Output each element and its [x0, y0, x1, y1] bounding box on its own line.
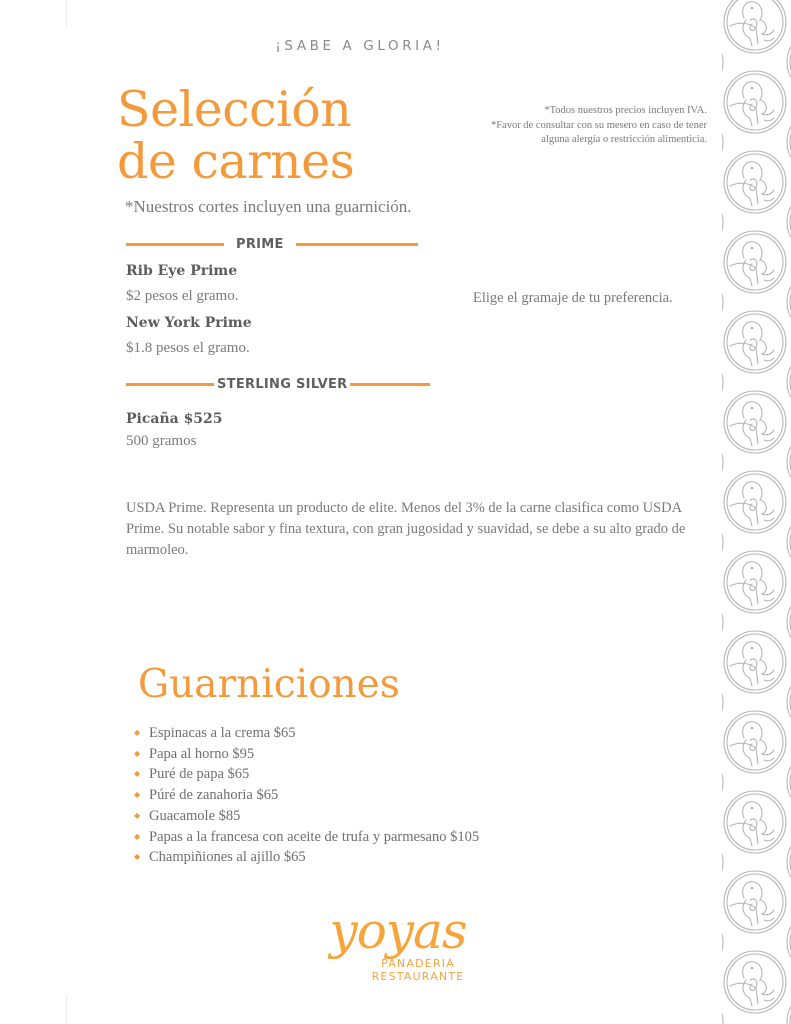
side-item-label: Puré de papa $65 [149, 766, 250, 783]
bird-motif-column [724, 0, 786, 1024]
side-circles-right [787, 31, 791, 1024]
diamond-bullet-icon: ◆ [134, 728, 141, 737]
price-notes [491, 104, 707, 148]
list-item [134, 827, 479, 848]
menu-item-name: Picaña $525 [126, 411, 223, 427]
usda-description: USDA Prime. Representa un producto de elite. Menos del 3% de la carne clasifica como USDA Prime. Su notable sabor y fina textura, con gran jugosidad y suavidad, se debe a su alto grado de marmoleo. [126, 500, 686, 558]
bird-pattern-decoration [722, 0, 791, 1024]
sides-title: Guarniciones [138, 662, 400, 707]
title-line-2: de carnes [117, 133, 355, 190]
note-iva: *Todos nuestros precios incluyen IVA. [544, 105, 707, 116]
list-item [134, 806, 479, 827]
menu-item-price: $2 pesos el gramo. [126, 288, 239, 304]
divider-line [296, 243, 418, 246]
menu-item-price: $1.8 pesos el gramo. [126, 340, 250, 356]
diamond-bullet-icon: ◆ [134, 769, 141, 779]
garnish-note: *Nuestros cortes incluyen una guarnición. [125, 197, 412, 216]
diamond-bullet-icon: ◆ [134, 748, 141, 758]
title-line-1: Selección [117, 81, 352, 138]
side-circles-left [722, 31, 723, 1024]
menu-item-name: Rib Eye Prime [126, 263, 238, 279]
side-item-label: Espinacas a la crema $65 [149, 725, 296, 741]
menu-item-weight: 500 gramos [126, 433, 197, 449]
side-item-label: Púré de zanahoria $65 [149, 787, 279, 804]
edge-guide-top [66, 0, 67, 28]
side-item-label: Papas a la francesa con aceite de trufa y parmesano $105 [149, 828, 480, 845]
diamond-bullet-icon: ◆ [134, 790, 141, 800]
list-item [134, 847, 479, 868]
list-item [134, 785, 479, 806]
gramaje-note: Elige el gramaje de tu preferencia. [473, 290, 673, 306]
side-item-label: Guacamole $85 [149, 807, 241, 824]
section-label-sterling-silver: STERLING SILVER [217, 377, 348, 392]
tagline: ¡SABE A GLORIA! [275, 38, 445, 54]
edge-guide-bottom [66, 995, 67, 1024]
section-divider-prime [126, 237, 418, 252]
logo-subline-2: RESTAURANTE [371, 970, 465, 983]
diamond-bullet-icon: ◆ [134, 852, 141, 862]
section-label-prime: PRIME [236, 237, 284, 252]
sides-list [134, 723, 479, 868]
divider-line [126, 383, 214, 386]
brand-logo [318, 902, 478, 983]
diamond-bullet-icon: ◆ [134, 810, 141, 820]
logo-wordmark: yoyas [329, 902, 467, 960]
note-allergy-1: *Favor de consultar con su mesero en caso de tener [490, 119, 707, 131]
list-item [134, 723, 479, 744]
side-item-label: Papa al horno $95 [149, 745, 255, 762]
section-divider-sterling-silver [126, 377, 430, 392]
divider-line [126, 243, 224, 246]
list-item [134, 744, 479, 765]
list-item [134, 764, 479, 785]
diamond-bullet-icon: ◆ [134, 831, 141, 841]
page-title [117, 81, 355, 190]
logo-subline-1: PANADERIA [381, 957, 455, 970]
menu-item-name: New York Prime [126, 315, 252, 331]
note-allergy-2: alguna alergía o restricción alimenticia. [541, 134, 707, 145]
divider-line [350, 383, 430, 386]
side-item-label: Champiñiones al ajillo $65 [149, 849, 306, 866]
